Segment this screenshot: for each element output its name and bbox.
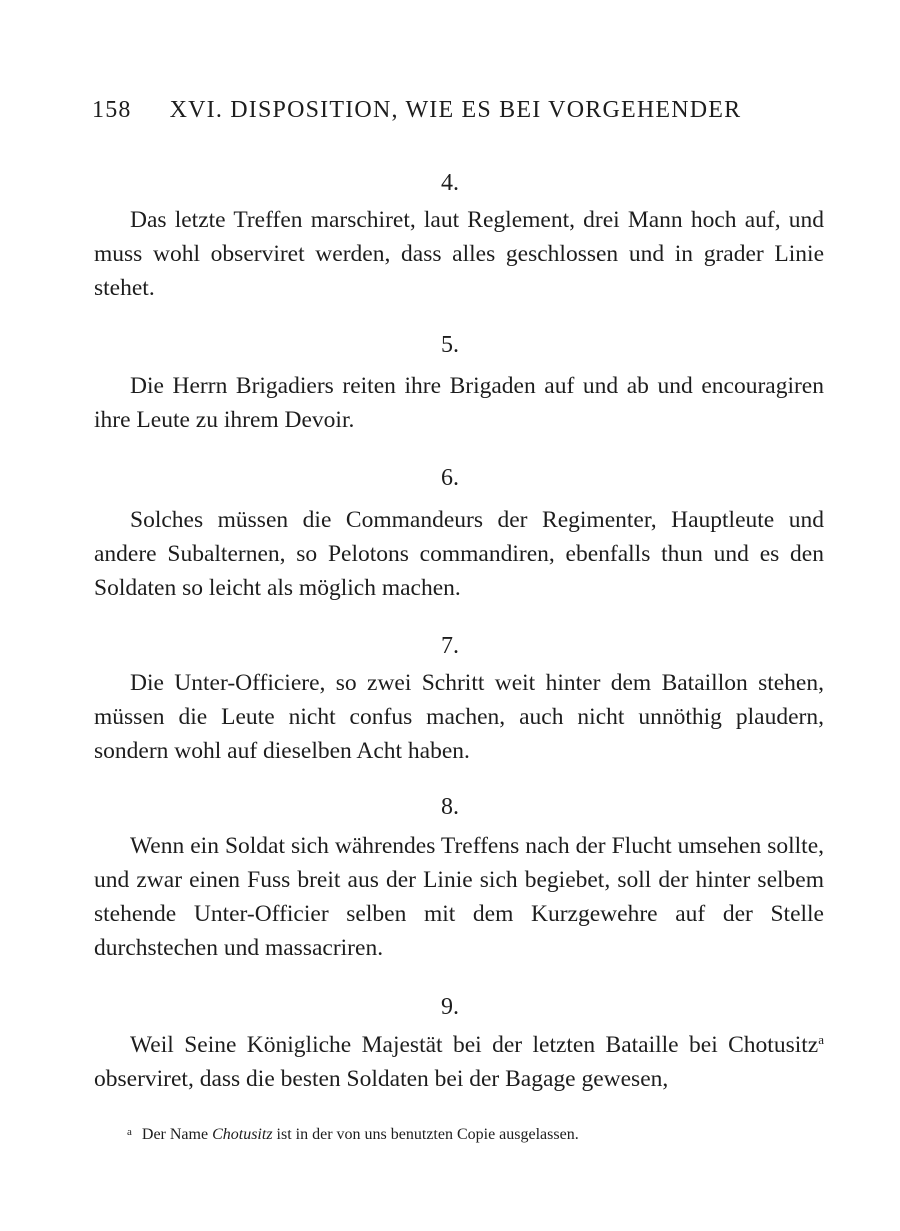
- section-number-4: 4.: [441, 170, 459, 196]
- section-number-5: 5.: [441, 332, 459, 358]
- running-head: [92, 97, 812, 133]
- footnote-italic-name: Chotusitz: [212, 1126, 273, 1143]
- paragraph-8: Wenn ein Soldat sich währendes Treffens nach der Flucht umsehen sollte, und zwar einen Fuss breit aus der Linie sich begiebet, soll der hinter selbem stehende Unter-Officier selben mit dem Kurzgewehre auf der Stelle durchstechen und massacriren.: [94, 833, 824, 961]
- running-title: XVI. DISPOSITION, WIE ES BEI VORGEHENDER: [169, 97, 742, 123]
- section-number-8: 8.: [441, 794, 459, 820]
- paragraph-5: Die Herrn Brigadiers reiten ihre Brigaden auf und ab und encouragiren ihre Leute zu ihrem Devoir.: [94, 373, 824, 433]
- paragraph-7: Die Unter-Officiere, so zwei Schritt weit hinter dem Bataillon stehen, müssen die Leute nicht confus machen, auch nicht unnöthig plaudern, sondern wohl auf dieselben Acht haben.: [94, 670, 824, 764]
- footnote: [127, 1121, 827, 1146]
- footnote-text-end: ist in der von uns benutzten Copie ausgelassen.: [272, 1126, 579, 1143]
- paragraph-6: Solches müssen die Commandeurs der Regimenter, Hauptleute und andere Subalternen, so Pelotons commandiren, ebenfalls thun und es den Soldaten so leicht als möglich machen.: [94, 507, 824, 601]
- footnote-reference: a: [818, 1032, 824, 1047]
- section-number-9: 9.: [441, 994, 459, 1020]
- paragraph-9-text-end: observiret, dass die besten Soldaten bei der Bagage gewesen,: [94, 1066, 669, 1092]
- section-number-6: 6.: [441, 465, 459, 491]
- footnote-text-start: Der Name: [141, 1126, 213, 1143]
- section-number-7: 7.: [441, 633, 459, 659]
- page-number: 158: [92, 97, 132, 123]
- paragraph-9-text-start: Weil Seine Königliche Majestät bei der letzten Bataille bei Chotusitz: [130, 1032, 819, 1058]
- paragraph-4: Das letzte Treffen marschiret, laut Reglement, drei Mann hoch auf, und muss wohl observiret werden, dass alles geschlossen und in grader Linie stehet.: [94, 207, 824, 301]
- footnote-mark: a: [127, 1126, 132, 1138]
- paragraph-9: [94, 1028, 824, 1096]
